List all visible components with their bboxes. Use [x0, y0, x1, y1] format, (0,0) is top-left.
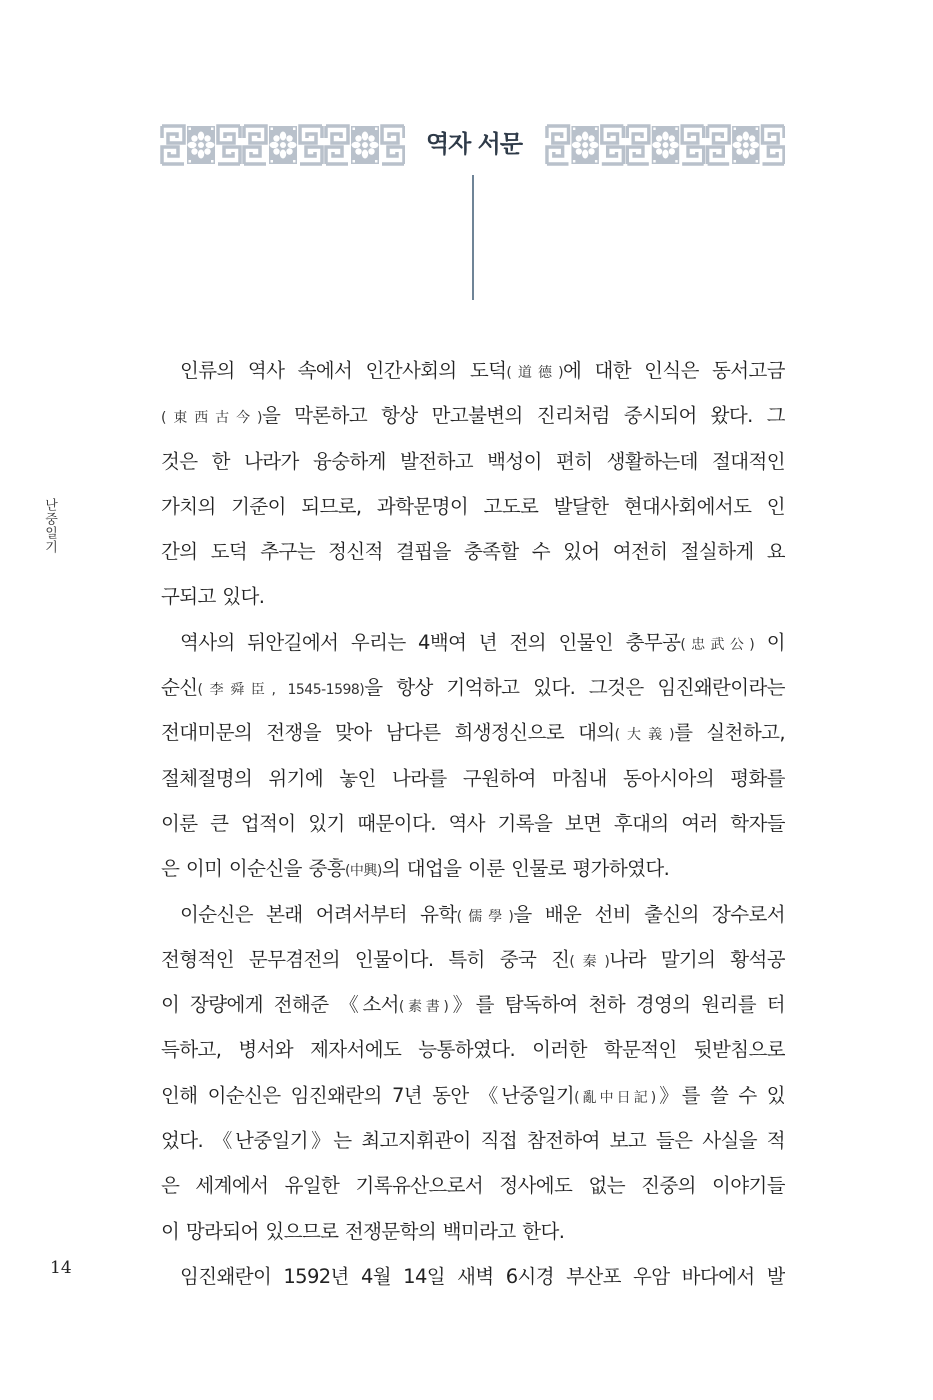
- text-line: 인류의 역사 속에서 인간사회의 도덕(道德)에 대한 인식은 동서고금: [180, 359, 785, 382]
- hanja-annotation: (亂中日記): [574, 1089, 656, 1106]
- text-line: 것은 한 나라가 융숭하게 발전하고 백성이 편히 생활하는데 절대적인: [161, 449, 785, 473]
- text-line: 이룬 큰 업적이 있기 때문이다. 역사 기록을 보면 후대의 여러 학자들: [161, 811, 785, 835]
- hanja-annotation: (東西古今): [161, 410, 262, 427]
- paragraph-3: [161, 892, 785, 1254]
- text-line: 가치의 기준이 되므로, 과학문명이 고도로 발달한 현대사회에서도 인: [161, 494, 785, 518]
- text-line: 역사의 뒤안길에서 우리는 4백여 년 전의 인물인 충무공(忠武公) 이: [180, 630, 785, 654]
- hanja-annotation: (李舜臣, 1545-1598): [197, 682, 365, 699]
- text-line: 간의 도덕 추구는 정신적 결핍을 충족할 수 있어 여전히 절실하게 요: [161, 540, 785, 564]
- text-line: 인해 이순신은 임진왜란의 7년 동안 《난중일기(亂中日記)》를 쓸 수 있: [161, 1083, 785, 1107]
- text-line: 임진왜란이 1592년 4월 14일 새벽 6시경 부산포 우암 바다에서 발: [180, 1264, 785, 1288]
- hanja-annotation: (道德): [506, 365, 564, 381]
- hanja-annotation: (中興): [344, 863, 382, 880]
- hanja-annotation: (忠武公): [680, 636, 755, 653]
- paragraph-1: [161, 348, 785, 620]
- page-number: 14: [50, 1258, 72, 1278]
- ornament-border-left-icon: [160, 124, 405, 166]
- text-line: 이순신은 본래 어려서부터 유학(儒學)을 배운 선비 출신의 장수로서: [180, 902, 785, 926]
- hanja-annotation: (儒學): [456, 908, 514, 925]
- ornament-border-right-icon: [545, 124, 785, 166]
- text-line: 절체절명의 위기에 놓인 나라를 구원하여 마침내 동아시아의 평화를: [161, 766, 785, 790]
- paragraph-2: [161, 620, 785, 892]
- text-line: 전대미문의 전쟁을 맞아 남다른 희생정신으로 대의(大義)를 실천하고,: [161, 721, 785, 745]
- text-line: 은 세계에서 유일한 기록유산으로서 정사에도 없는 진중의 이야기들: [161, 1174, 785, 1198]
- text-line: 은 이미 이순신을 중흥(中興)의 대업을 이룬 인물로 평가하였다.: [161, 857, 670, 881]
- title-vertical-rule: [472, 175, 474, 300]
- text-line: 었다. 《난중일기》는 최고지휘관이 직접 참전하여 보고 들은 사실을 적: [161, 1129, 785, 1153]
- hanja-annotation: (秦): [569, 953, 610, 970]
- text-line: 이 망라되어 있으므로 전쟁문학의 백미라고 한다.: [161, 1219, 565, 1243]
- text-line: 이 장량에게 전해준 《소서(素書)》를 탐독하여 천하 경영의 원리를 터: [161, 993, 785, 1017]
- chapter-header: [160, 124, 785, 166]
- text-line: 순신(李舜臣, 1545-1598)을 항상 기억하고 있다. 그것은 임진왜란이라는: [161, 676, 785, 700]
- chapter-title: 역자 서문: [425, 130, 523, 158]
- hanja-annotation: (大義): [614, 727, 675, 744]
- text-line: 전형적인 문무겸전의 인물이다. 특히 중국 진(秦)나라 말기의 황석공: [161, 947, 785, 971]
- hanja-annotation: (素書): [398, 999, 449, 1016]
- text-line: 득하고, 병서와 제자서에도 능통하였다. 이러한 학문적인 뒷받침으로: [161, 1038, 785, 1062]
- running-side-title: 난중일기: [42, 498, 57, 554]
- text-line: 구되고 있다.: [161, 585, 265, 609]
- paragraph-4: [161, 1254, 785, 1299]
- body-text: [161, 348, 785, 1299]
- text-line: (東西古今)을 막론하고 항상 만고불변의 진리처럼 중시되어 왔다. 그: [161, 404, 785, 428]
